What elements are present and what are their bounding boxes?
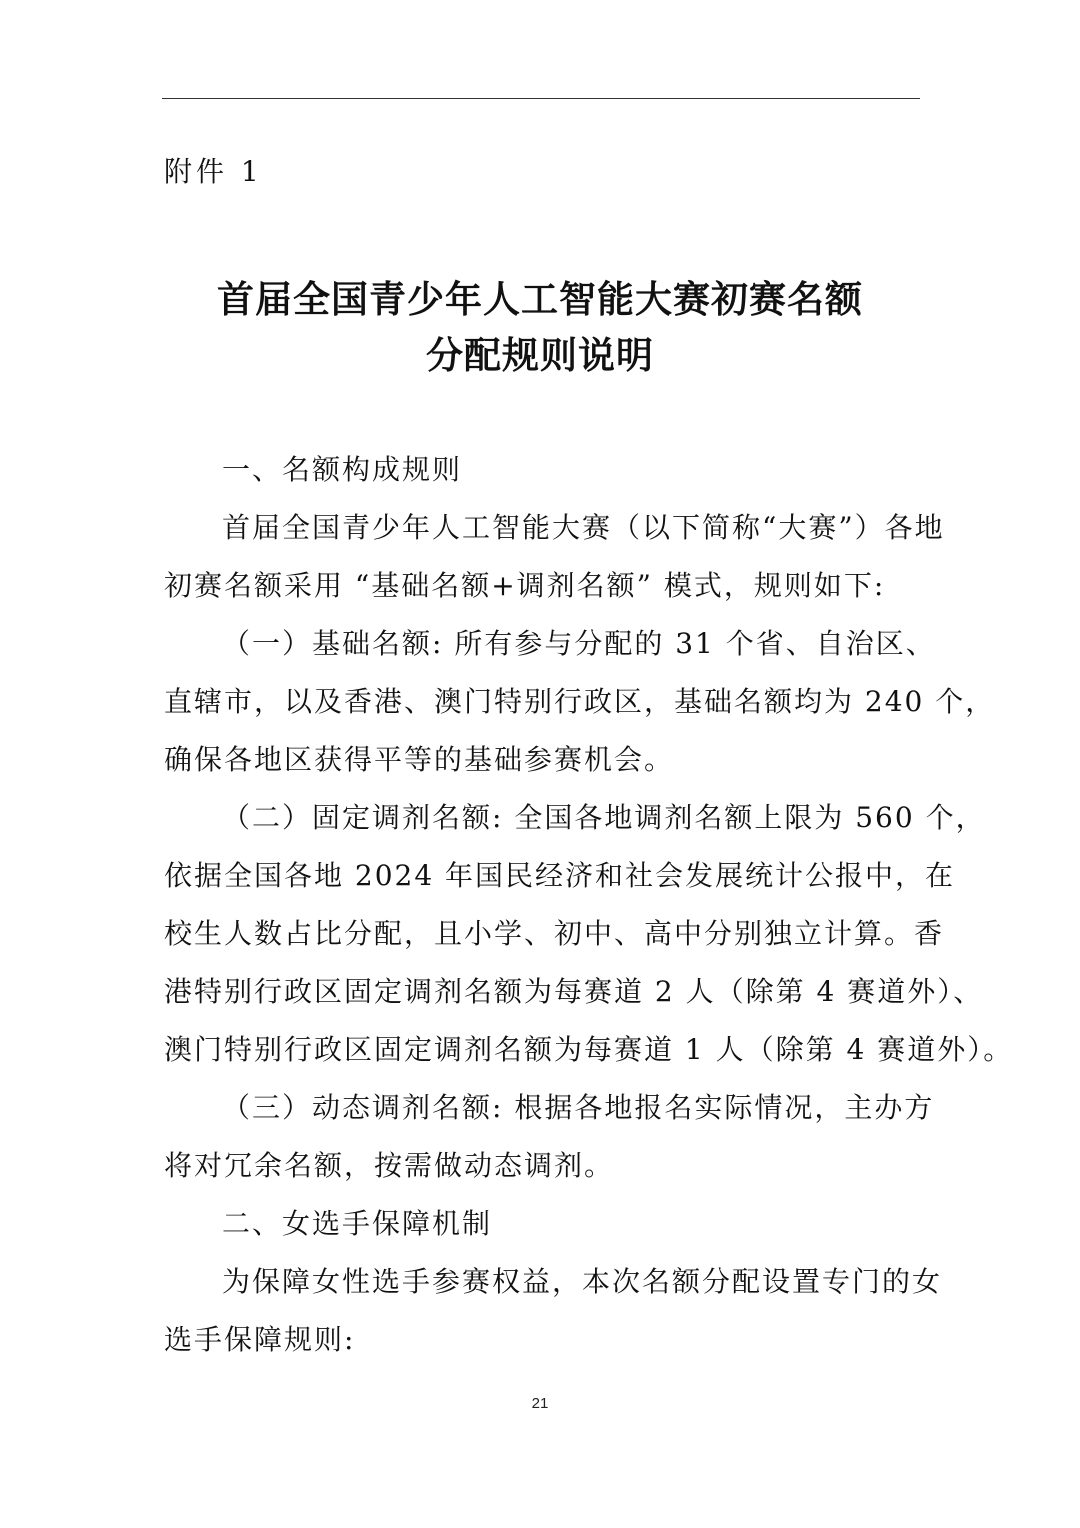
attachment-label: 附件 1 [164, 155, 263, 188]
body-line: （三）动态调剂名额: 根据各地报名实际情况，主办方 [222, 1091, 935, 1124]
body-line: 将对冗余名额，按需做动态调剂。 [164, 1149, 615, 1182]
body-line: 首届全国青少年人工智能大赛（以下简称“大赛”）各地 [222, 511, 945, 544]
title-line-2: 分配规则说明 [426, 334, 654, 377]
document-title [0, 272, 1080, 384]
title-line-1: 首届全国青少年人工智能大赛初赛名额 [217, 278, 863, 321]
body-line: 直辖市，以及香港、澳门特别行政区，基础名额均为 240 个， [164, 685, 996, 718]
body-line: 选手保障规则: [164, 1323, 356, 1356]
header-rule [162, 98, 920, 99]
body-line: 港特别行政区固定调剂名额为每赛道 2 人（除第 4 赛道外）、 [164, 975, 984, 1008]
body-line: 校生人数占比分配，且小学、初中、高中分别独立计算。香 [164, 917, 945, 950]
body-line: 为保障女性选手参赛权益，本次名额分配设置专门的女 [222, 1265, 943, 1298]
body-line: 澳门特别行政区固定调剂名额为每赛道 1 人（除第 4 赛道外）。 [164, 1033, 1014, 1066]
section-heading-1: 一、名额构成规则 [222, 453, 463, 486]
section-heading-2: 二、女选手保障机制 [222, 1207, 493, 1240]
body-line: 初赛名额采用 “基础名额+调剂名额” 模式，规则如下: [164, 569, 886, 602]
body-line: （一）基础名额: 所有参与分配的 31 个省、自治区、 [222, 627, 936, 660]
body-line: （二）固定调剂名额: 全国各地调剂名额上限为 560 个， [222, 801, 986, 834]
body-line: 确保各地区获得平等的基础参赛机会。 [164, 743, 675, 776]
body-line: 依据全国各地 2024 年国民经济和社会发展统计公报中，在 [164, 859, 956, 892]
page-number: 21 [531, 1395, 549, 1412]
